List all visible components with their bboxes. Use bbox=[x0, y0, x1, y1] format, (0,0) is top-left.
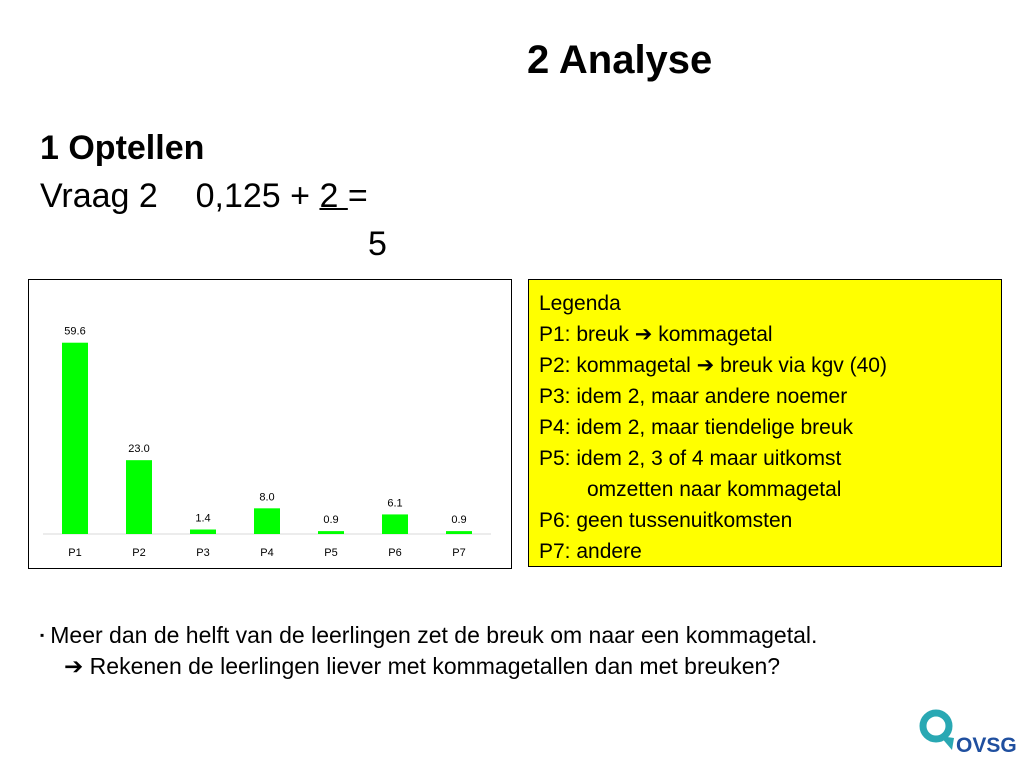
legend-item-p7: P7: andere bbox=[539, 540, 642, 563]
bar-chart-svg bbox=[29, 280, 511, 568]
bar-p5 bbox=[318, 531, 344, 534]
bar-p6 bbox=[382, 514, 408, 534]
legend-item-p1: P1: breuk ➔ kommagetal bbox=[539, 323, 773, 346]
legend-item-p6: P6: geen tussenuitkomsten bbox=[539, 509, 793, 532]
data-label-p1: 59.6 bbox=[64, 325, 86, 338]
bullet-list bbox=[40, 620, 817, 682]
data-label-p6: 6.1 bbox=[387, 497, 403, 510]
square-bullet-icon: ▪ bbox=[40, 628, 45, 642]
bullet-item bbox=[40, 620, 817, 651]
data-label-p3: 1.4 bbox=[195, 512, 211, 525]
bullet-subtext: Rekenen de leerlingen liever met kommagetallen dan met breuken? bbox=[89, 653, 781, 679]
q-bubble-icon bbox=[923, 713, 954, 750]
logo-text: OVSG bbox=[956, 734, 1017, 757]
question-label: Vraag 2 bbox=[40, 177, 158, 215]
legend-box bbox=[528, 279, 1002, 567]
slide-title: 2 Analyse bbox=[527, 38, 713, 82]
bullet-subitem bbox=[40, 651, 817, 682]
x-tick-label-p3: P3 bbox=[196, 547, 210, 559]
question-equals: = bbox=[347, 177, 368, 215]
bullet-text: Meer dan de helft van de leerlingen zet de breuk om naar een kommagetal. bbox=[50, 622, 818, 648]
bar-chart bbox=[28, 279, 512, 569]
data-label-p2: 23.0 bbox=[128, 443, 150, 456]
x-tick-label-p2: P2 bbox=[132, 547, 146, 559]
x-tick-label-p5: P5 bbox=[324, 547, 338, 559]
arrow-right-icon: ➔ bbox=[634, 323, 653, 346]
x-tick-label-p7: P7 bbox=[452, 547, 466, 559]
arrow-right-icon: ➔ bbox=[64, 653, 84, 679]
legend-item-p5-continuation: omzetten naar kommagetal bbox=[587, 478, 842, 501]
question-line bbox=[40, 176, 368, 216]
fraction-denominator: 5 bbox=[368, 225, 387, 263]
x-tick-label-p6: P6 bbox=[388, 547, 402, 559]
legend-item-p2: P2: kommagetal ➔ breuk via kgv (40) bbox=[539, 354, 887, 377]
bar-p3 bbox=[190, 530, 216, 534]
x-tick-label-p1: P1 bbox=[68, 547, 82, 559]
fraction-numerator: 2 bbox=[319, 177, 348, 215]
bar-p1 bbox=[62, 343, 88, 534]
legend-item-p3: P3: idem 2, maar andere noemer bbox=[539, 385, 848, 408]
bar-p2 bbox=[126, 460, 152, 534]
legend-title: Legenda bbox=[539, 292, 621, 315]
x-tick-label-p4: P4 bbox=[260, 547, 274, 559]
arrow-right-icon: ➔ bbox=[696, 354, 715, 377]
bar-p7 bbox=[446, 531, 472, 534]
legend-item-p5: P5: idem 2, 3 of 4 maar uitkomst bbox=[539, 447, 842, 470]
legend-item-p4: P4: idem 2, maar tiendelige breuk bbox=[539, 416, 854, 439]
data-label-p4: 8.0 bbox=[259, 491, 275, 504]
ovsg-logo bbox=[918, 708, 1022, 760]
data-label-p5: 0.9 bbox=[323, 514, 339, 527]
section-heading: 1 Optellen bbox=[40, 129, 205, 167]
data-label-p7: 0.9 bbox=[451, 514, 467, 527]
question-expression: 0,125 + bbox=[195, 177, 320, 215]
bar-p4 bbox=[254, 508, 280, 534]
